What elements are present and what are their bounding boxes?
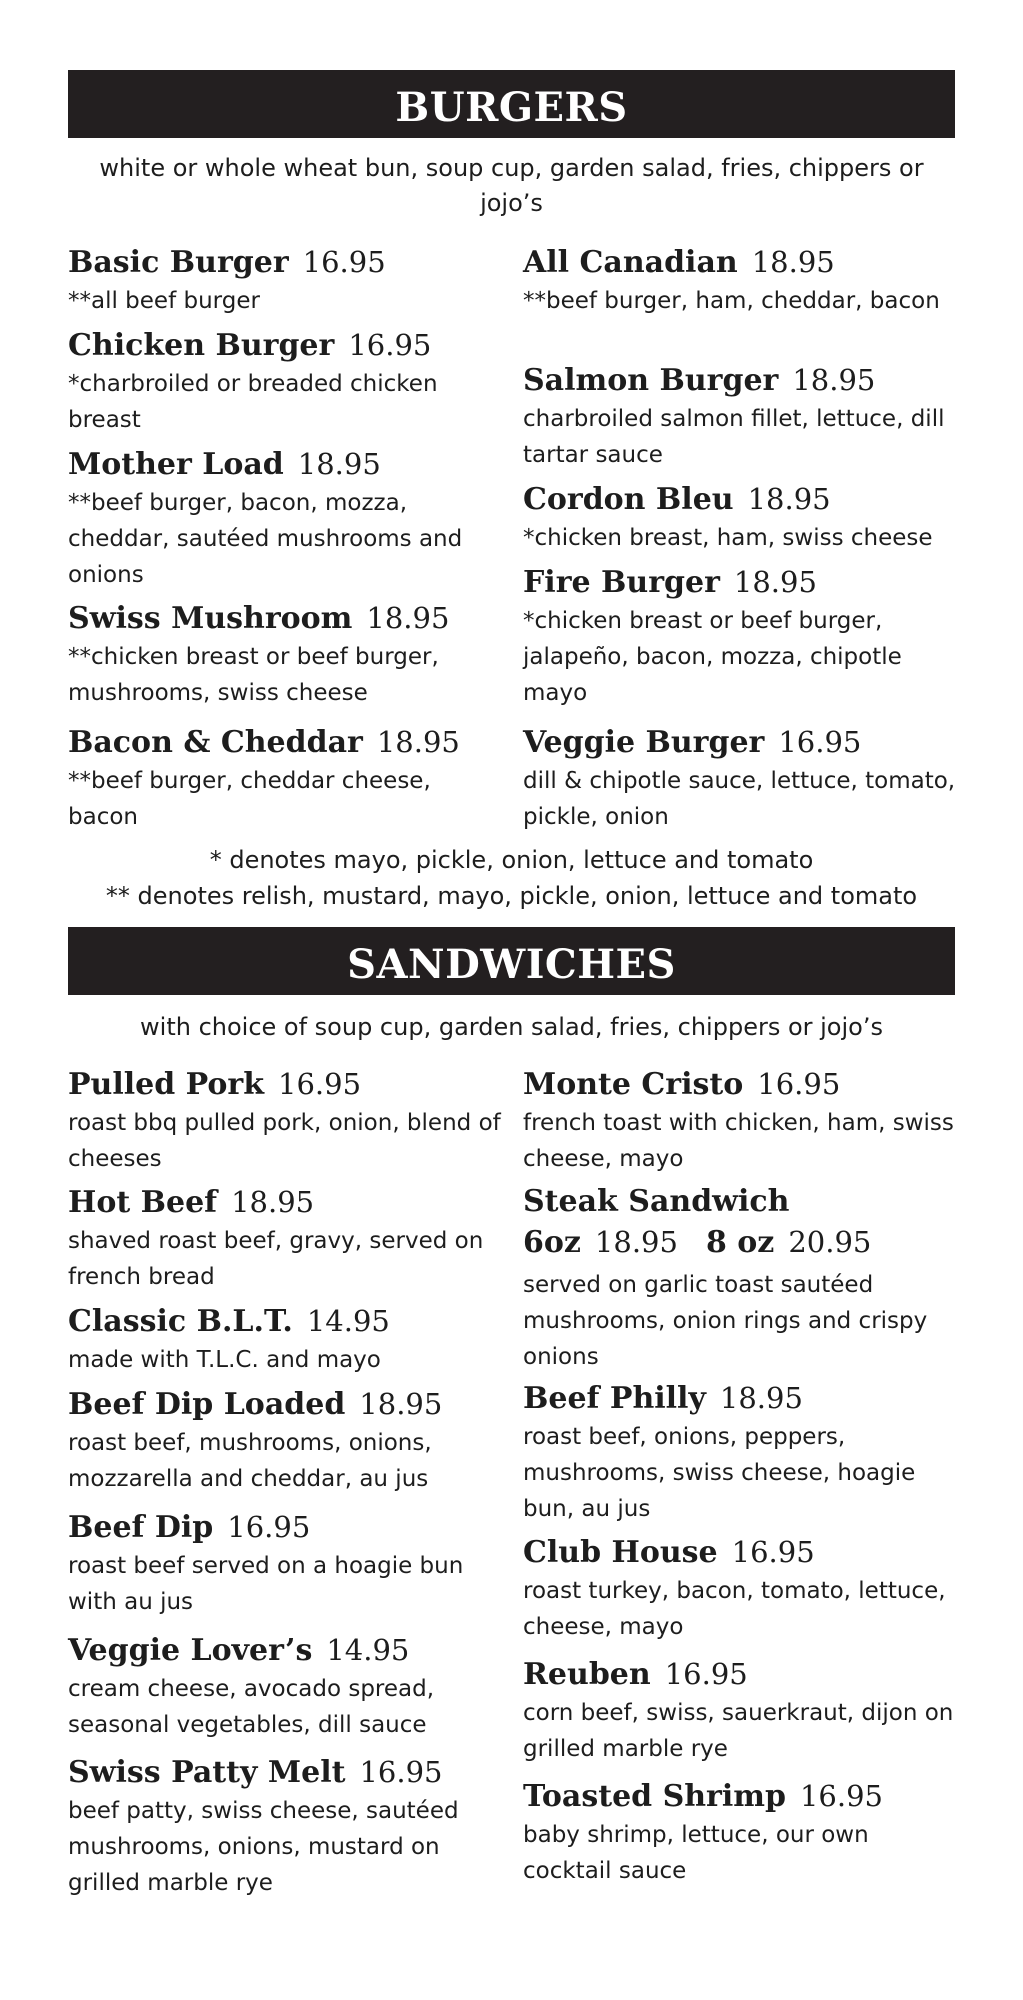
- item-name: Pulled Pork: [68, 1067, 265, 1102]
- item-description: roast beef served on a hoagie bun with au jus: [68, 1553, 464, 1615]
- sandwiches-intro: with choice of soup cup, garden salad, fries, chippers or jojo’s: [140, 1013, 883, 1041]
- item-name: Beef Dip: [68, 1510, 214, 1545]
- item-name: Swiss Patty Melt: [68, 1755, 346, 1790]
- size-price: 18.95: [594, 1225, 678, 1259]
- menu-item-swiss-mushroom: [68, 598, 508, 711]
- burgers-banner: [68, 70, 955, 138]
- item-price: 16.95: [731, 1535, 815, 1569]
- item-price: 16.95: [302, 245, 386, 279]
- footnote-single-star: * denotes mayo, pickle, onion, lettuce and tomato: [209, 846, 814, 874]
- item-description: charbroiled salmon fillet, lettuce, dill tartar sauce: [523, 406, 945, 468]
- sandwiches-banner: [68, 927, 955, 995]
- item-name: Beef Dip Loaded: [68, 1387, 346, 1422]
- item-name: Cordon Bleu: [523, 482, 734, 517]
- item-name: Mother Load: [68, 447, 284, 482]
- item-price: 16.95: [799, 1779, 884, 1813]
- item-description: served on garlic toast sautéed mushrooms, onion rings and crispy onions: [523, 1272, 928, 1370]
- item-description: **beef burger, cheddar cheese, bacon: [68, 768, 431, 830]
- item-name: Bacon & Cheddar: [68, 725, 363, 760]
- item-name: Veggie Burger: [523, 725, 765, 760]
- menu-item-swiss-patty-melt: [68, 1752, 508, 1901]
- item-name: Monte Cristo: [523, 1067, 744, 1102]
- menu-item-all-canadian: [523, 242, 963, 319]
- menu-item-fire-burger: [523, 562, 963, 711]
- item-description: roast bbq pulled pork, onion, blend of cheeses: [68, 1110, 501, 1172]
- item-price: 16.95: [757, 1067, 841, 1101]
- item-description: dill & chipotle sauce, lettuce, tomato, pickle, onion: [523, 768, 956, 830]
- menu-item-toasted-shrimp: [523, 1776, 963, 1889]
- item-name: Classic B.L.T.: [68, 1304, 293, 1339]
- size-label: 8 oz: [705, 1225, 775, 1260]
- menu-item-basic-burger: [68, 242, 508, 319]
- menu-item-veggie-lovers: [68, 1630, 508, 1743]
- menu-item-chicken-burger: [68, 325, 508, 438]
- item-price: 18.95: [231, 1185, 315, 1219]
- item-description: *charbroiled or breaded chicken breast: [68, 371, 438, 433]
- item-name: Fire Burger: [523, 565, 720, 600]
- item-price: 18.95: [359, 1387, 443, 1421]
- menu-item-steak-sandwich: [523, 1182, 963, 1375]
- item-description: *chicken breast, ham, swiss cheese: [523, 525, 933, 551]
- menu-item-reuben: [523, 1654, 963, 1767]
- steak-size-options: [523, 1222, 963, 1267]
- item-name: Basic Burger: [68, 245, 289, 280]
- menu-item-salmon-burger: [523, 360, 963, 473]
- item-name: Toasted Shrimp: [523, 1779, 786, 1814]
- item-description: shaved roast beef, gravy, served on french bread: [68, 1228, 484, 1290]
- size-label: 6oz: [523, 1225, 581, 1260]
- item-price: 18.95: [733, 565, 817, 599]
- item-price: 18.95: [376, 725, 460, 759]
- item-description: roast turkey, bacon, tomato, lettuce, cheese, mayo: [523, 1578, 946, 1640]
- item-description: corn beef, swiss, sauerkraut, dijon on grilled marble rye: [523, 1700, 954, 1762]
- item-price: 16.95: [278, 1067, 362, 1101]
- menu-item-bacon-cheddar: [68, 722, 508, 835]
- item-description: **beef burger, bacon, mozza, cheddar, sautéed mushrooms and onions: [68, 490, 463, 588]
- menu-item-mother-load: [68, 444, 508, 593]
- menu-item-club-house: [523, 1532, 963, 1645]
- item-description: roast beef, mushrooms, onions, mozzarella and cheddar, au jus: [68, 1430, 432, 1492]
- item-name: Veggie Lover’s: [68, 1633, 313, 1668]
- menu-item-veggie-burger: [523, 722, 963, 835]
- item-description: made with T.L.C. and mayo: [68, 1347, 381, 1373]
- menu-item-monte-cristo: [523, 1064, 963, 1177]
- item-description: *chicken breast or beef burger, jalapeño, bacon, mozza, chipotle mayo: [523, 608, 902, 706]
- menu-item-beef-philly: [523, 1378, 963, 1527]
- item-price: 18.95: [751, 245, 835, 279]
- item-name: Chicken Burger: [68, 328, 335, 363]
- item-name: Swiss Mushroom: [68, 601, 353, 636]
- item-price: 18.95: [719, 1381, 803, 1415]
- item-name: Hot Beef: [68, 1185, 218, 1220]
- item-price: 16.95: [359, 1755, 443, 1789]
- menu-item-beef-dip-loaded: [68, 1384, 508, 1497]
- item-description: french toast with chicken, ham, swiss cheese, mayo: [523, 1110, 954, 1172]
- item-description: **chicken breast or beef burger, mushrooms, swiss cheese: [68, 644, 439, 706]
- burgers-intro: white or whole wheat bun, soup cup, garden salad, fries, chippers or jojo’s: [99, 154, 924, 217]
- item-price: 18.95: [366, 601, 450, 635]
- item-description: **all beef burger: [68, 288, 260, 314]
- item-name: Beef Philly: [523, 1381, 706, 1416]
- item-name: All Canadian: [523, 245, 738, 280]
- item-description: cream cheese, avocado spread, seasonal vegetables, dill sauce: [68, 1676, 435, 1738]
- item-price: 14.95: [326, 1633, 410, 1667]
- menu-item-classic-blt: [68, 1301, 508, 1378]
- menu-item-beef-dip: [68, 1507, 508, 1620]
- menu-item-hot-beef: [68, 1182, 508, 1295]
- item-description: roast beef, onions, peppers, mushrooms, swiss cheese, hoagie bun, au jus: [523, 1424, 916, 1522]
- menu-item-cordon-bleu: [523, 479, 963, 556]
- footnote-double-star: ** denotes relish, mustard, mayo, pickle, onion, lettuce and tomato: [105, 882, 918, 910]
- item-price: 18.95: [792, 363, 876, 397]
- item-price: 16.95: [664, 1657, 748, 1691]
- item-price: 16.95: [348, 328, 432, 362]
- item-description: baby shrimp, lettuce, our own cocktail sauce: [523, 1822, 869, 1884]
- item-description: **beef burger, ham, cheddar, bacon: [523, 288, 940, 314]
- item-name: Club House: [523, 1535, 718, 1570]
- item-name: Reuben: [523, 1657, 651, 1692]
- item-price: 14.95: [306, 1304, 390, 1338]
- sandwiches-title: SANDWICHES: [347, 940, 676, 988]
- item-price: 16.95: [227, 1510, 311, 1544]
- burgers-footnotes: [68, 842, 955, 914]
- burgers-title: BURGERS: [395, 83, 628, 131]
- size-price: 20.95: [788, 1225, 872, 1259]
- item-price: 16.95: [778, 725, 862, 759]
- item-name: Salmon Burger: [523, 363, 779, 398]
- item-description: beef patty, swiss cheese, sautéed mushrooms, onions, mustard on grilled marble rye: [68, 1798, 459, 1896]
- menu-item-pulled-pork: [68, 1064, 508, 1177]
- item-price: 18.95: [297, 447, 381, 481]
- item-price: 18.95: [747, 482, 831, 516]
- item-name: Steak Sandwich: [523, 1184, 790, 1219]
